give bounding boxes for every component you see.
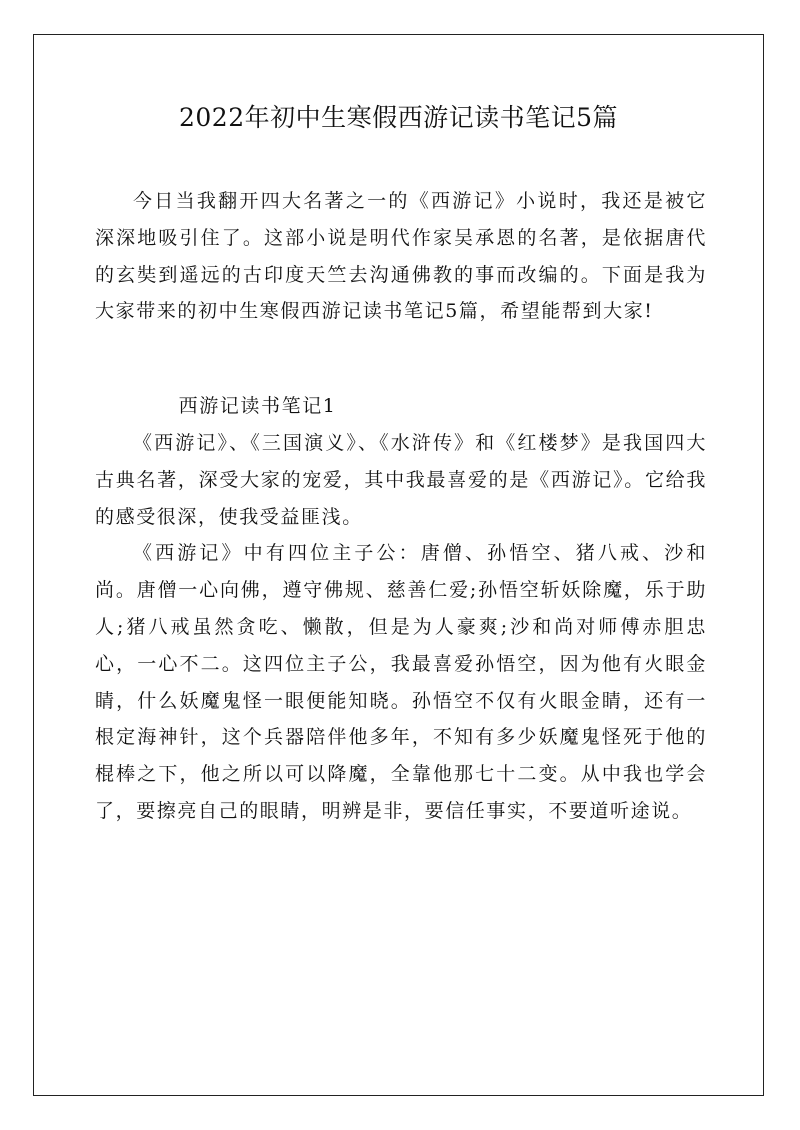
body-paragraph: 《西游记》、《三国演义》、《水浒传》和《红楼梦》是我国四大古典名著，深受大家的宠爱，其中我最喜爱的是《西游记》。它给我的感受很深，使我受益匪浅。 [95,431,707,528]
document-body [95,183,707,830]
body-paragraph: 《西游记》中有四位主子公：唐僧、孙悟空、猪八戒、沙和尚。唐僧一心向佛，遵守佛规、慈善仁爱;孙悟空斩妖除魔，乐于助人;猪八戒虽然贪吃、懒散，但是为人豪爽;沙和尚对师傅赤胆忠心，一心不二。这四位主子公，我最喜爱孙悟空，因为他有火眼金睛，什么妖魔鬼怪一眼便能知晓。孙悟空不仅有火眼金睛，还有一根定海神针，这个兵器陪伴他多年，不知有多少妖魔鬼怪死于他的棍棒之下，他之所以可以降魔，全靠他那七十二变。从中我也学会了，要擦亮自己的眼睛，明辨是非，要信任事实，不要道听途说。 [95,542,707,822]
section-heading: 西游记读书笔记1 [178,395,337,418]
document-title: 2022年初中生寒假西游记读书笔记5篇 [178,103,619,132]
intro-paragraph: 今日当我翻开四大名著之一的《西游记》小说时，我还是被它深深地吸引住了。这部小说是明代作家吴承恩的名著，是依据唐代的玄奘到遥远的古印度天竺去沟通佛教的事而改编的。下面是我为大家带来的初中生寒假西游记读书笔记5篇，希望能帮到大家! [95,190,707,323]
